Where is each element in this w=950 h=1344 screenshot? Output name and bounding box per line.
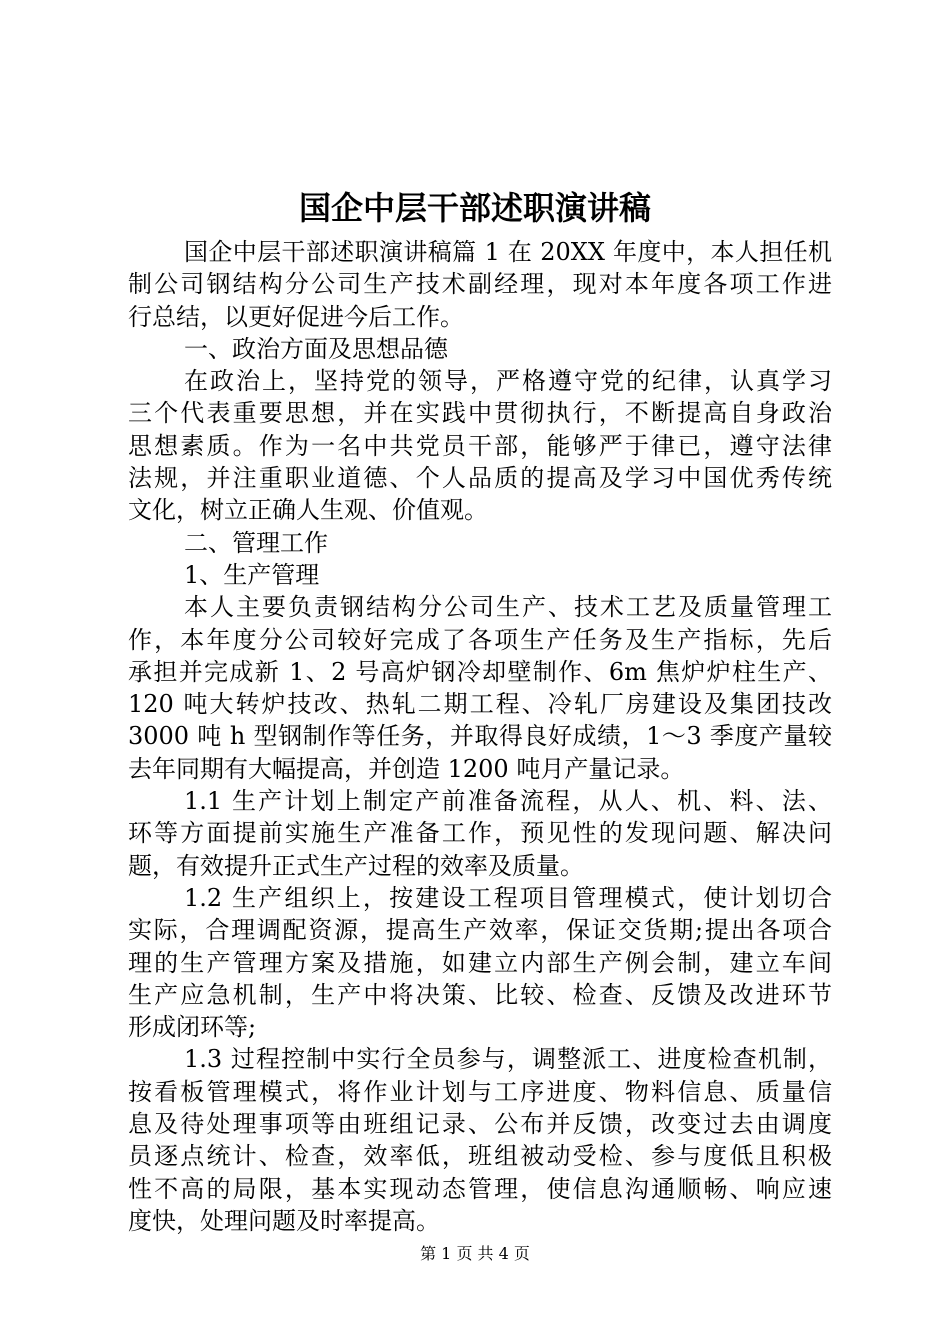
text-line: 员逐点统计、检查，效率低，班组被动受检、参与度低且积极: [128, 1142, 832, 1171]
document-body: [128, 236, 832, 1237]
text-line: 本人主要负责钢结构分公司生产、技术工艺及质量管理工: [184, 593, 832, 622]
text-line: 国企中层干部述职演讲稿篇 1 在 20XX 年度中，本人担任机: [184, 238, 832, 266]
text-line: 二、管理工作: [184, 528, 328, 557]
text-line: 形成闭环等;: [128, 1013, 257, 1042]
text-line: 1.1 生产计划上制定产前准备流程，从人、机、料、法、: [184, 787, 832, 816]
text-line: 三个代表重要思想，并在实践中贯彻执行，不断提高自身政治: [128, 399, 832, 428]
text-line: 制公司钢结构分公司生产技术副经理，现对本年度各项工作进: [128, 270, 832, 299]
text-line: 1.2 生产组织上，按建设工程项目管理模式，使计划切合: [184, 883, 832, 912]
text-line: 去年同期有大幅提高，并创造 1200 吨月产量记录。: [128, 754, 685, 783]
text-line: 实际，合理调配资源，提高生产效率，保证交货期;提出各项合: [128, 916, 832, 945]
text-line: 行总结，以更好促进今后工作。: [128, 302, 464, 331]
page-footer: 第 1 页 共 4 页: [420, 1244, 530, 1263]
text-line: 思想素质。作为一名中共党员干部，能够严于律已，遵守法律: [128, 431, 832, 460]
text-line: 环等方面提前实施生产准备工作，预见性的发现问题、解决问: [128, 819, 832, 848]
text-line: 1、生产管理: [184, 560, 320, 589]
text-line: 理的生产管理方案及措施，如建立内部生产例会制，建立车间: [128, 948, 832, 977]
text-line: 承担并完成新 1、2 号高炉钢冷却壁制作、6m 焦炉炉柱生产、: [128, 657, 832, 686]
text-line: 在政治上，坚持党的领导，严格遵守党的纪律，认真学习: [184, 367, 832, 396]
text-line: 息及待处理事项等由班组记录、公布并反馈，改变过去由调度: [128, 1110, 832, 1139]
text-line: 按看板管理模式，将作业计划与工序进度、物料信息、质量信: [128, 1077, 832, 1106]
text-line: 作，本年度分公司较好完成了各项生产任务及生产指标，先后: [128, 625, 832, 654]
text-line: 性不高的局限，基本实现动态管理，使信息沟通顺畅、响应速: [128, 1174, 832, 1203]
text-line: 生产应急机制，生产中将决策、比较、检查、反馈及改进环节: [128, 980, 832, 1009]
text-line: 文化，树立正确人生观、价值观。: [128, 496, 488, 525]
text-line: 一、政治方面及思想品德: [184, 334, 448, 363]
text-line: 120 吨大转炉技改、热轧二期工程、冷轧厂房建设及集团技改: [128, 690, 832, 719]
text-line: 3000 吨 h 型钢制作等任务，并取得良好成绩，1～3 季度产量较: [128, 722, 832, 751]
text-line: 1.3 过程控制中实行全员参与，调整派工、进度检查机制，: [184, 1045, 832, 1074]
page-title: 国企中层干部述职演讲稿: [298, 189, 651, 227]
text-line: 题，有效提升正式生产过程的效率及质量。: [128, 851, 584, 880]
text-line: 法规，并注重职业道德、个人品质的提高及学习中国优秀传统: [128, 464, 832, 493]
text-line: 度快，处理问题及时率提高。: [128, 1206, 440, 1235]
